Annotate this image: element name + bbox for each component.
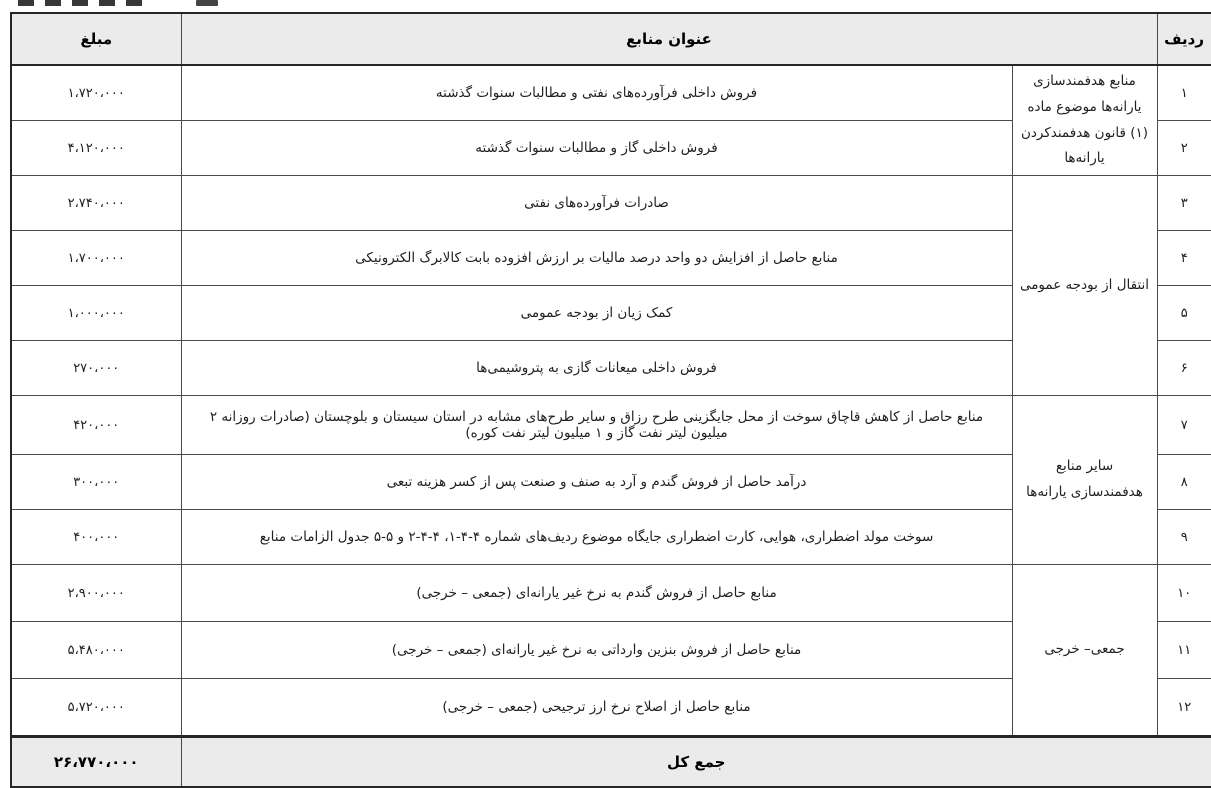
row-number-cell: ۱ <box>1157 65 1211 121</box>
header-row <box>11 13 1211 65</box>
column-header-amount: مبلغ <box>11 13 181 65</box>
description-cell: کمک زیان از بودجه عمومی <box>181 286 1012 341</box>
amount-cell: ۴،۱۲۰،۰۰۰ <box>11 121 181 176</box>
amount-cell: ۲۷۰،۰۰۰ <box>11 341 181 396</box>
row-number-cell: ۹ <box>1157 510 1211 565</box>
description-cell: منابع حاصل از افزایش دو واحد درصد مالیات بر ارزش افزوده بابت کالابرگ الکترونیکی <box>181 231 1012 286</box>
description-cell: صادرات فرآورده‌های نفتی <box>181 176 1012 231</box>
description-cell: فروش داخلی فرآورده‌های نفتی و مطالبات سنوات گذشته <box>181 65 1012 121</box>
amount-cell: ۳۰۰،۰۰۰ <box>11 455 181 510</box>
cropped-text-fragment <box>196 0 218 6</box>
row-number-cell: ۱۱ <box>1157 622 1211 679</box>
category-cell: منابع هدفمندسازی یارانه‌ها موضوع ماده (۱) قانون هدفمندکردن یارانه‌ها <box>1012 65 1157 176</box>
total-row <box>11 737 1211 788</box>
category-cell: جمعی– خرجی <box>1012 565 1157 737</box>
description-cell: فروش داخلی گاز و مطالبات سنوات گذشته <box>181 121 1012 176</box>
row-number-cell: ۱۲ <box>1157 679 1211 737</box>
row-number-cell: ۶ <box>1157 341 1211 396</box>
amount-cell: ۱،۰۰۰،۰۰۰ <box>11 286 181 341</box>
row-number-cell: ۴ <box>1157 231 1211 286</box>
total-label-cell: جمع کل <box>181 737 1211 788</box>
row-number-cell: ۳ <box>1157 176 1211 231</box>
description-cell: منابع حاصل از فروش گندم به نرخ غیر یارانه‌ای (جمعی – خرجی) <box>181 565 1012 622</box>
row-number-cell: ۷ <box>1157 396 1211 455</box>
amount-cell: ۴۰۰،۰۰۰ <box>11 510 181 565</box>
amount-cell: ۱،۷۲۰،۰۰۰ <box>11 65 181 121</box>
amount-cell: ۵،۷۲۰،۰۰۰ <box>11 679 181 737</box>
description-cell: منابع حاصل از اصلاح نرخ ارز ترجیحی (جمعی – خرجی) <box>181 679 1012 737</box>
budget-resources-table <box>10 12 1211 788</box>
description-cell: منابع حاصل از کاهش قاچاق سوخت از محل جایگزینی طرح رزاق و سایر طرح‌های مشابه در استان سیستان و بلوچستان (صادرات روزانه ۲ میلیون لیتر نفت گاز و ۱ میلیون لیتر نفت کوره) <box>181 396 1012 455</box>
description-cell: درآمد حاصل از فروش گندم و آرد به صنف و صنعت پس از کسر هزینه تبعی <box>181 455 1012 510</box>
amount-cell: ۲،۷۴۰،۰۰۰ <box>11 176 181 231</box>
amount-cell: ۴۲۰،۰۰۰ <box>11 396 181 455</box>
row-number-cell: ۵ <box>1157 286 1211 341</box>
table-row <box>11 565 1211 622</box>
column-header-row-number: ردیف <box>1157 13 1211 65</box>
cropped-text-fragment <box>18 0 148 6</box>
description-cell: فروش داخلی میعانات گازی به پتروشیمی‌ها <box>181 341 1012 396</box>
row-number-cell: ۲ <box>1157 121 1211 176</box>
column-header-title: عنوان منابع <box>181 13 1157 65</box>
table-row <box>11 396 1211 455</box>
total-amount-cell: ۲۶،۷۷۰،۰۰۰ <box>11 737 181 788</box>
amount-cell: ۲،۹۰۰،۰۰۰ <box>11 565 181 622</box>
table-row <box>11 176 1211 231</box>
amount-cell: ۵،۴۸۰،۰۰۰ <box>11 622 181 679</box>
table-row <box>11 65 1211 121</box>
description-cell: منابع حاصل از فروش بنزین وارداتی به نرخ غیر یارانه‌ای (جمعی – خرجی) <box>181 622 1012 679</box>
category-cell: انتقال از بودجه عمومی <box>1012 176 1157 396</box>
row-number-cell: ۸ <box>1157 455 1211 510</box>
description-cell: سوخت مولد اضطراری، هوایی، کارت اضطراری جایگاه موضوع ردیف‌های شماره ۴-۴-۱، ۴-۴-۲ و ۵-۵ جدول الزامات منابع <box>181 510 1012 565</box>
amount-cell: ۱،۷۰۰،۰۰۰ <box>11 231 181 286</box>
resources-table <box>10 12 1211 788</box>
row-number-cell: ۱۰ <box>1157 565 1211 622</box>
category-cell: سایر منابع هدفمندسازی یارانه‌ها <box>1012 396 1157 565</box>
